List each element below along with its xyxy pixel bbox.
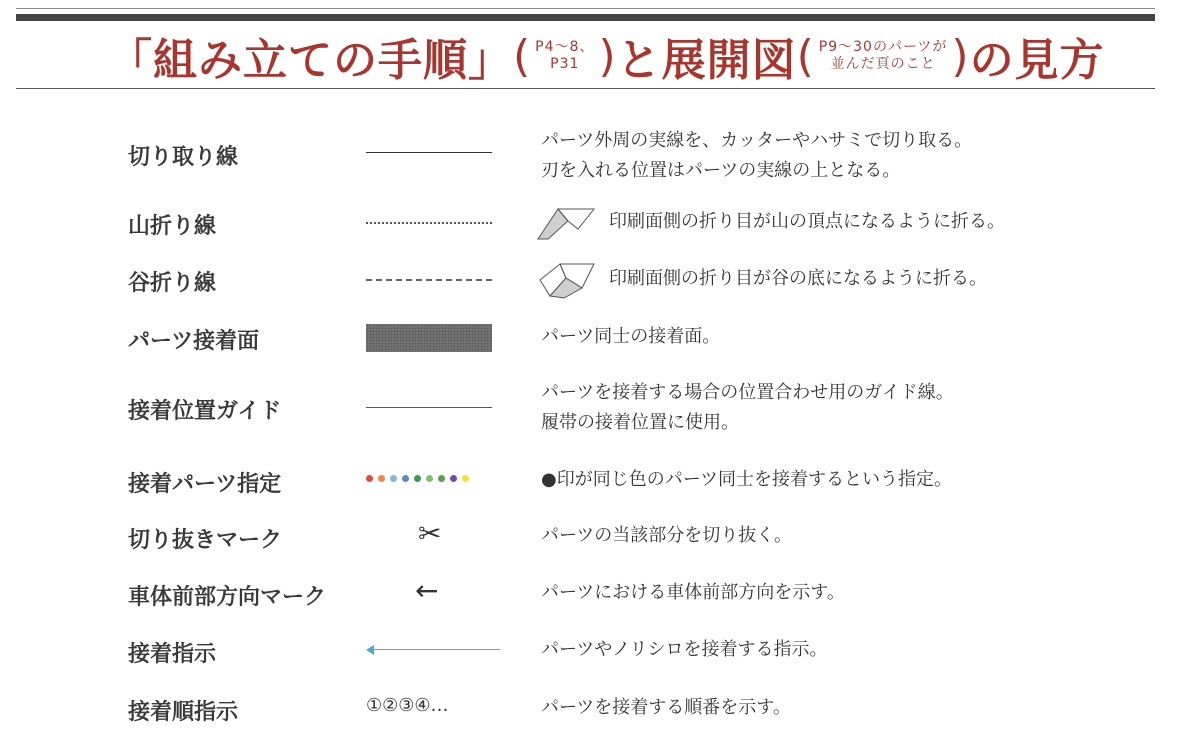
- desc-line: パーツ外周の実線を、カッターやハサミで切り取る。: [541, 130, 973, 151]
- color-dot: [390, 475, 397, 482]
- legend-label: 接着位置ガイド: [128, 399, 282, 424]
- color-dot: [426, 475, 433, 482]
- note-1-line-1: P4〜8、: [535, 39, 595, 55]
- color-dot: [414, 475, 421, 482]
- desc-line: 刃を入れる位置はパーツの実線の上となる。: [541, 160, 901, 181]
- sequence-sample: ①②③④…: [366, 695, 449, 716]
- color-dot: [402, 475, 409, 482]
- legend-label: 接着順指示: [128, 700, 239, 725]
- legend-label: 切り取り線: [128, 145, 239, 170]
- legend-label: 車体前部方向マーク: [128, 585, 327, 610]
- legend-description: パーツやノリシロを接着する指示。: [541, 639, 828, 660]
- scissors-icon: ✂: [418, 517, 442, 550]
- color-dot: [438, 475, 445, 482]
- legend-label: 切り抜きマーク: [128, 528, 283, 553]
- color-dot: [450, 475, 457, 482]
- legend-description: [541, 126, 972, 186]
- legend-label: 接着指示: [128, 642, 217, 667]
- color-dot-sample: [366, 475, 469, 482]
- cut-line-sample: [366, 152, 492, 153]
- paren-close-1: ): [598, 30, 617, 82]
- title-part1: 「組み立ての手順」: [108, 35, 513, 86]
- top-bar: [16, 14, 1155, 21]
- color-dot: [378, 475, 385, 482]
- desc-line: 履帯の接着位置に使用。: [541, 412, 739, 433]
- color-dot: [462, 475, 469, 482]
- blue-arrow-icon: [366, 644, 500, 656]
- valley-fold-sample: [366, 279, 492, 281]
- page-title: [108, 26, 1105, 86]
- color-dot: [366, 475, 373, 482]
- top-thin-rule: [16, 8, 1155, 9]
- legend-description: パーツ同士の接着面。: [541, 326, 721, 347]
- legend-description: ●印が同じ色のパーツ同士を接着するという指定。: [541, 469, 952, 490]
- legend-label: パーツ接着面: [128, 329, 260, 354]
- legend-label: 接着パーツ指定: [128, 472, 282, 497]
- note-2-line-1: P9〜30のパーツが: [818, 39, 948, 55]
- glue-face-sample: [366, 324, 492, 352]
- note-1: [535, 39, 594, 73]
- paren-close-2: ): [951, 30, 970, 82]
- legend-description: 印刷面側の折り目が谷の底になるように折る。: [609, 268, 987, 289]
- valley-fold-icon: [536, 260, 598, 300]
- left-arrow-icon: ←: [415, 574, 439, 607]
- legend-description: パーツにおける車体前部方向を示す。: [541, 582, 845, 603]
- legend-label: 谷折り線: [128, 271, 217, 296]
- legend-label: 山折り線: [128, 214, 217, 239]
- note-2-line-2: 並んだ頁のこと: [830, 56, 936, 72]
- paren-open-1: (: [513, 30, 532, 82]
- paren-open-2: (: [796, 30, 815, 82]
- note-parenthetical-1: [513, 31, 617, 82]
- legend-description: パーツを接着する順番を示す。: [541, 697, 791, 718]
- mountain-fold-sample: [366, 222, 492, 224]
- title-part2: と展開図: [616, 35, 797, 86]
- glue-guide-sample: [366, 407, 492, 408]
- title-part3: の見方: [969, 35, 1105, 86]
- legend-description: [541, 378, 954, 438]
- desc-line: パーツを接着する場合の位置合わせ用のガイド線。: [541, 382, 954, 403]
- note-2: [819, 39, 948, 73]
- legend-description: パーツの当該部分を切り抜く。: [541, 525, 792, 546]
- title-rule: [16, 88, 1155, 89]
- legend-description: 印刷面側の折り目が山の頂点になるように折る。: [609, 211, 1005, 232]
- note-parenthetical-2: [797, 31, 970, 82]
- note-1-line-2: P31: [550, 56, 580, 72]
- mountain-fold-icon: [536, 205, 598, 241]
